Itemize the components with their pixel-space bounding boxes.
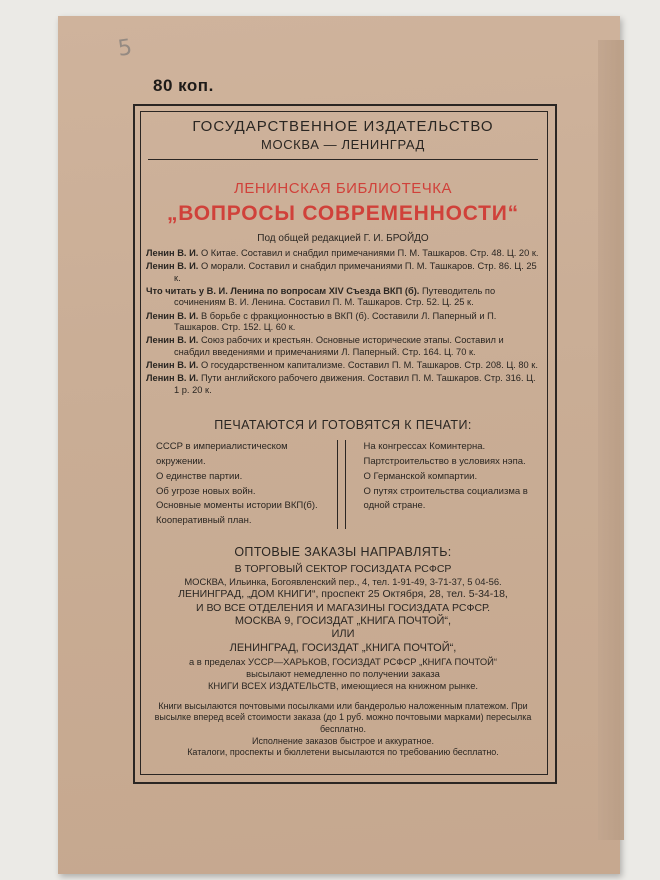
upcoming-right-column [350,440,541,528]
book-description: Пути английского рабочего движения. Составил П. М. Ташкаров. Стр. 316. Ц. 1 р. 20 к. [174,373,536,395]
editor-line: Под общей редакцией Г. И. БРОЙДО [257,232,429,244]
book-description: В борьбе с фракционностью в ВКП (б). Составили Л. Паперный и П. Ташкаров. Стр. 152. Ц. 60 к. [174,310,497,333]
address-line: а в пределах УССР—ХАРЬКОВ, ГОСИЗДАТ РСФСР „КНИГА ПОЧТОЙ“ [188,655,497,667]
book-author: Ленин В. И. [146,310,199,321]
book-description: О Китае. Составил и снабдил примечаниями П. М. Ташкаров. Стр. 48. Ц. 20 к. [200,248,539,259]
upcoming-title: Основные моменты истории ВКП(б). [156,500,318,512]
book-author: Ленин В. И. [146,373,199,384]
book-author: Ленин В. И. [146,335,199,346]
printing-heading: ПЕЧАТАЮТСЯ И ГОТОВЯТСЯ К ПЕЧАТИ: [214,418,472,433]
book-item [146,335,540,358]
book-list [146,248,540,396]
address-block [146,563,540,693]
page-edge [598,40,624,840]
upcoming-titles [146,440,540,528]
upcoming-title: О единстве партии. [156,470,243,482]
book-description: Союз рабочих и крестьян. Основные исторические этапы. Составил и снабдил введениями и примечаниями Л. Паперный. Стр. 164. Ц. 70 к. [174,335,504,357]
note-line: Каталоги, проспекты и бюллетени высылаются по требованию бесплатно. [187,747,499,758]
header-rule [148,159,538,160]
book-item [146,311,540,334]
upcoming-left-column [146,440,333,528]
upcoming-title: Кооперативный план. [156,514,252,526]
book-author: Ленин В. И. [146,360,199,371]
address-line: МОСКВА 9, ГОСИЗДАТ „КНИГА ПОЧТОЙ“, [234,614,452,627]
book-author: Что читать у В. И. Ленина по вопросам XIV Съезда ВКП (б). [146,286,420,297]
book-item [146,360,540,371]
ordering-notes [146,701,540,759]
book-description: О государственном капитализме. Составил П. М. Ташкаров. Стр. 208. Ц. 80 к. [200,360,538,371]
series-title: „ВОПРОСЫ СОВРЕМЕННОСТИ“ [167,202,519,226]
upcoming-title: Об угрозе новых войн. [156,485,256,497]
upcoming-title: На конгрессах Коминтерна. [363,441,486,453]
price-label: 80 коп. [153,76,214,95]
address-line: ИЛИ [331,628,355,641]
book-description: О морали. Составил и снабдил примечаниями П. М. Ташкаров. Стр. 86. Ц. 25 к. [174,261,537,283]
note-line: Книги высылаются почтовыми посылками или бандеролью наложенным платежом. При высылке вперед всей стоимости заказа (до 1 руб. можно почтовыми марками) пересылка бесплатно. [154,700,532,734]
upcoming-title: СССР в империалистическом окружении. [156,441,288,468]
book-item [146,373,540,396]
address-line: КНИГИ ВСЕХ ИЗДАТЕЛЬСТВ, имеющиеся на книжном рынке. [207,680,479,692]
address-line: ЛЕНИНГРАД, ГОСИЗДАТ „КНИГА ПОЧТОЙ“, [229,642,457,655]
upcoming-title: О путях строительства социализма в одной стране. [363,485,528,512]
address-line: И ВО ВСЕ ОТДЕЛЕНИЯ И МАГАЗИНЫ ГОСИЗДАТА РСФСР. [196,601,490,614]
book-author: Ленин В. И. [146,261,199,272]
book-item [146,261,540,284]
wholesale-heading: ОПТОВЫЕ ЗАКАЗЫ НАПРАВЛЯТЬ: [234,544,452,559]
upcoming-title: Партстроительство в условиях нэпа. [363,456,526,468]
address-line: ЛЕНИНГРАД, „ДОМ КНИГИ“, проспект 25 Октября, 28, тел. 5-34-18, [178,588,508,601]
pencil-mark: 5 [116,35,134,62]
note-line: Исполнение заказов быстрое и аккуратное. [252,735,434,746]
book-description: Путеводитель по сочинениям В. И. Ленина. Составил П. М. Ташкаров. Стр. 52. Ц. 25 к. [174,286,496,308]
column-divider [337,440,346,528]
address-line: В ТОРГОВЫЙ СЕКТОР ГОСИЗДАТА РСФСР [234,563,452,576]
cover-content [146,116,540,759]
publisher-cities: МОСКВА — ЛЕНИНГРАД [261,137,425,153]
book-item [146,248,540,259]
book-item [146,286,540,309]
series-label: ЛЕНИНСКАЯ БИБЛИОТЕЧКА [233,180,453,198]
address-line: МОСКВА, Ильинка, Богоявленский пер., 4, тел. 1-91-49, 3-71-37, 5 04-56. [184,576,502,588]
book-author: Ленин В. И. [146,248,199,259]
address-line: высылают немедленно по получении заказа [246,668,440,680]
publisher-name: ГОСУДАРСТВЕННОЕ ИЗДАТЕЛЬСТВО [192,118,494,135]
upcoming-title: О Германской компартии. [363,470,478,482]
